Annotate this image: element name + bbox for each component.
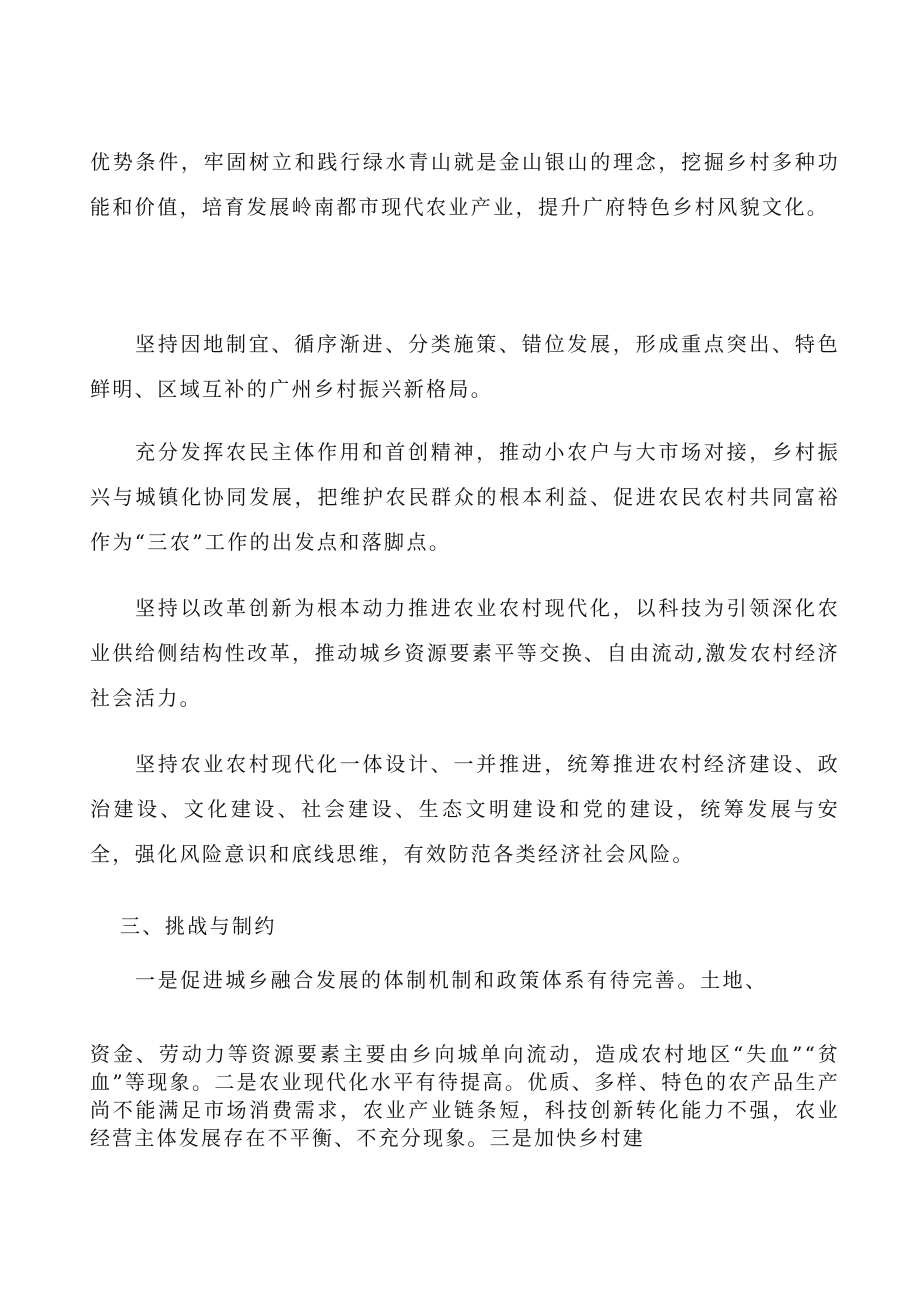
section-body-text: 资金、劳动力等资源要素主要由乡向城单向流动，造成农村地区“失血”“贫血”等现象。二是农业现代化水平有待提高。优质、多样、特色的农产品生产尚不能满足市场消费需求，农业产业链条短，科技创新转化能力不强，农业经营主体发展存在不平衡、不充分现象。三是加快乡村建: [90, 1042, 840, 1150]
paragraph-advantages: 优势条件，牢固树立和践行绿水青山就是金山银山的理念，挖掘乡村多种功能和价值，培育发展岭南都市现代农业产业，提升广府特色乡村风貌文化。: [90, 150, 840, 219]
paragraph-local-conditions: 坚持因地制宜、循序渐进、分类施策、错位发展，形成重点突出、特色鲜明、区域互补的广州乡村振兴新格局。: [90, 332, 840, 401]
section-heading: 三、挑战与制约: [120, 914, 277, 938]
paragraph-farmer-role: 充分发挥农民主体作用和首创精神，推动小农户与大市场对接，乡村振兴与城镇化协同发展，把维护农民群众的根本利益、促进农民农村共同富裕作为“三农”工作的出发点和落脚点。: [90, 440, 840, 554]
paragraph-reform-innovation: 坚持以改革创新为根本动力推进农业农村现代化，以科技为引领深化农业供给侧结构性改革，推动城乡资源要素平等交换、自由流动,激发农村经济社会活力。: [90, 596, 840, 710]
paragraph-integrated-modernization: 坚持农业农村现代化一体设计、一并推进，统筹推进农村经济建设、政治建设、文化建设、社会建设、生态文明建设和党的建设，统筹发展与安全，强化风险意识和底线思维，有效防范各类经济社会风险。: [90, 752, 840, 866]
section-first-line: 一是促进城乡融合发展的体制机制和政策体系有待完善。土地、: [135, 968, 768, 992]
